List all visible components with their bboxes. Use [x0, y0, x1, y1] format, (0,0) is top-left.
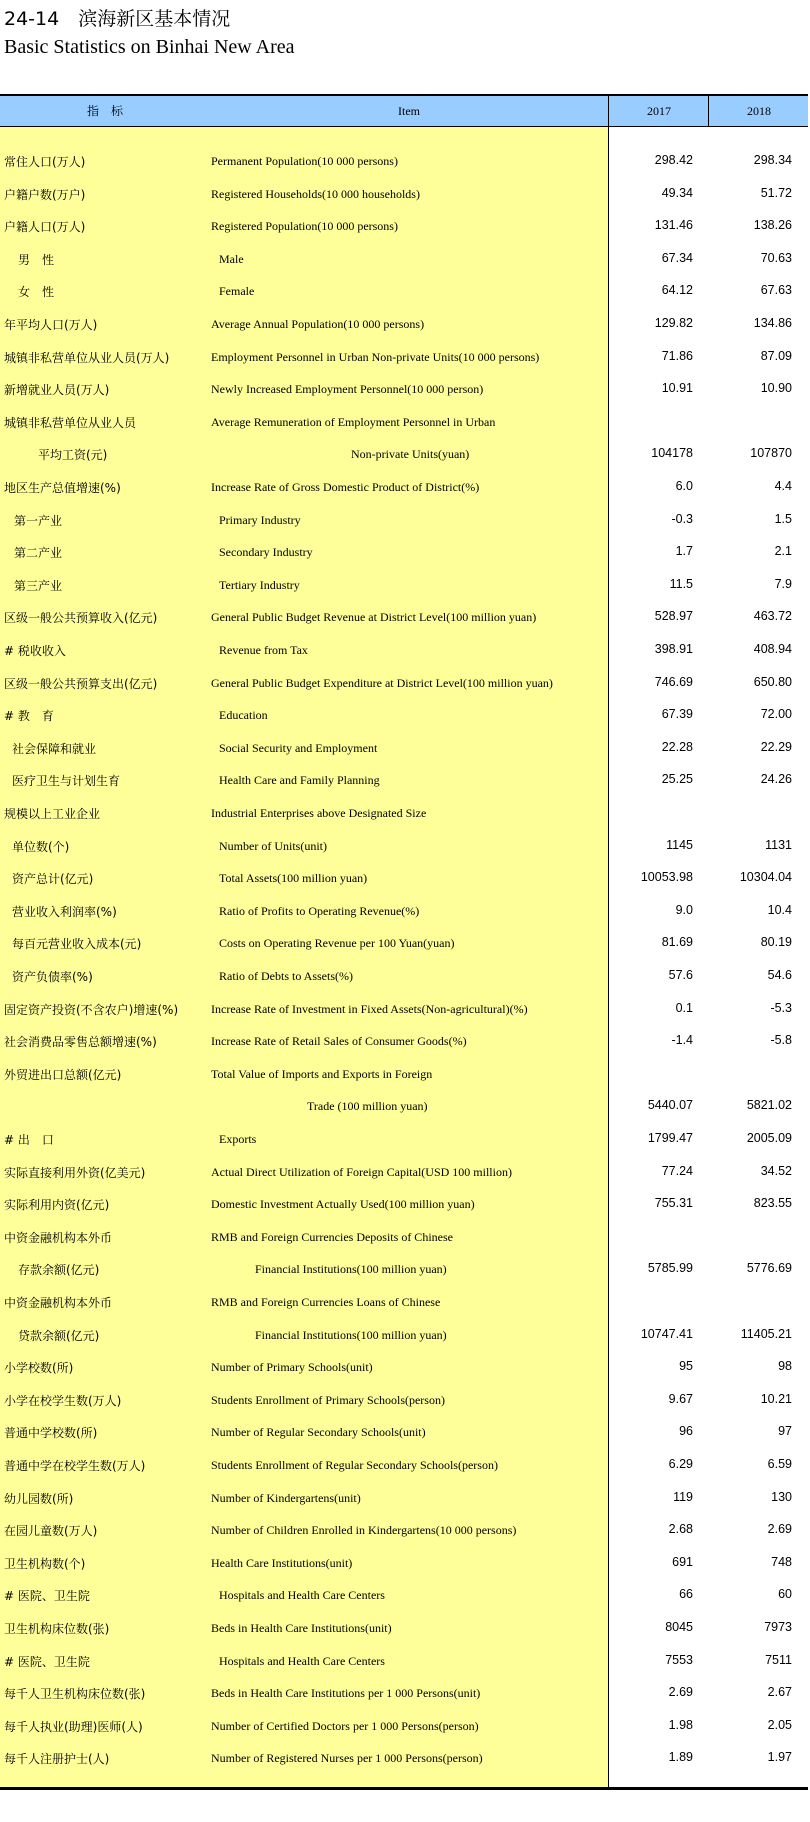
row-value-2018: 6.59	[767, 1457, 792, 1471]
table-row	[0, 699, 808, 731]
row-value-2017: 71.86	[661, 348, 693, 363]
row-item-en: Registered Population(10 000 persons)	[211, 219, 398, 234]
row-value-2017: 64.12	[661, 283, 693, 298]
row-value-2018: 51.72	[760, 185, 792, 200]
table-row	[0, 1482, 808, 1514]
row-indicator-zh: 小学在校学生数(万人)	[4, 1393, 122, 1408]
row-item-en: Number of Regular Secondary Schools(unit)	[211, 1425, 426, 1440]
row-value-2017: 6.0	[675, 479, 693, 493]
row-value-2017: 10053.98	[640, 870, 693, 885]
table-row	[0, 1514, 808, 1546]
row-indicator-zh: 医疗卫生与计划生育	[12, 774, 121, 789]
table-row	[0, 927, 808, 959]
row-item-en: Newly Increased Employment Personnel(10 000 person)	[211, 382, 484, 397]
table-row	[0, 1221, 808, 1253]
table-row	[0, 178, 808, 210]
row-indicator-zh: 普通中学在校学生数(万人)	[4, 1459, 146, 1473]
row-item-en: Registered Households(10 000 households)	[211, 186, 420, 201]
row-value-2018: 67.63	[760, 283, 792, 298]
row-value-2017: 25.25	[661, 772, 693, 787]
row-value-2018: -5.3	[770, 1000, 792, 1015]
table-row	[0, 667, 808, 699]
row-indicator-zh: 每千人注册护士(人)	[4, 1752, 110, 1767]
row-item-en: Students Enrollment of Primary Schools(person)	[211, 1392, 445, 1407]
table-row	[0, 1286, 808, 1318]
row-value-2017: 49.34	[661, 185, 693, 200]
table-row	[0, 341, 808, 373]
table-row	[0, 1351, 808, 1383]
row-value-2017: 9.67	[668, 1391, 693, 1406]
row-value-2018: 1.97	[767, 1750, 792, 1765]
table-row	[0, 1025, 808, 1057]
row-value-2017: 104178	[651, 446, 693, 461]
table-row	[0, 960, 808, 992]
row-indicator-zh: # 医院、卫生院	[4, 1589, 90, 1604]
row-item-en: Beds in Health Care Institutions per 1 000 Persons(unit)	[211, 1686, 481, 1701]
row-value-2017: 0.1	[675, 1000, 693, 1015]
page-title-english: Basic Statistics on Binhai New Area	[4, 36, 295, 58]
row-indicator-zh: 区级一般公共预算收入(亿元)	[4, 611, 158, 626]
row-item-en: Number of Registered Nurses per 1 000 Persons(person)	[211, 1751, 483, 1766]
row-indicator-zh: 贷款余额(亿元)	[18, 1328, 100, 1343]
row-indicator-zh: 每千人卫生机构床位数(张)	[4, 1687, 146, 1702]
row-value-2018: 97	[778, 1424, 792, 1439]
row-indicator-zh: 实际利用内资(亿元)	[4, 1198, 110, 1213]
row-value-2018: 107870	[750, 446, 792, 461]
row-value-2017: 119	[673, 1489, 693, 1504]
row-value-2018: 748	[771, 1554, 792, 1569]
row-indicator-zh: 卫生机构数(个)	[4, 1556, 86, 1571]
row-value-2018: 408.94	[753, 642, 792, 656]
row-item-en: Number of Primary Schools(unit)	[211, 1360, 373, 1375]
table-row	[0, 732, 808, 764]
row-indicator-zh: 卫生机构床位数(张)	[4, 1622, 110, 1636]
row-value-2017: 77.24	[661, 1163, 693, 1178]
row-indicator-zh: 年平均人口(万人)	[4, 318, 98, 332]
row-value-2018: 7511	[765, 1652, 792, 1667]
row-value-2017: 1.7	[675, 544, 693, 559]
row-value-2018: 10.4	[767, 902, 792, 917]
row-value-2017: 5785.99	[647, 1261, 693, 1276]
table-row	[0, 1188, 808, 1220]
row-value-2018: 2.67	[767, 1685, 792, 1700]
row-item-en: RMB and Foreign Currencies Deposits of Chinese	[211, 1229, 453, 1244]
row-item-en: Non-private Units(yuan)	[351, 447, 470, 462]
table-row	[0, 1677, 808, 1709]
table-row	[0, 830, 808, 862]
statistics-table	[0, 94, 808, 1791]
row-indicator-zh: 营业收入利润率(%)	[12, 904, 117, 919]
row-value-2018: 98	[778, 1359, 792, 1374]
row-indicator-zh: 社会消费品零售总额增速(%)	[4, 1035, 157, 1050]
row-indicator-zh: 平均工资(元)	[38, 448, 108, 463]
table-row	[0, 536, 808, 568]
table-row	[0, 1547, 808, 1579]
row-indicator-zh: 第一产业	[14, 513, 63, 528]
row-value-2018: 60	[778, 1587, 792, 1602]
table-row	[0, 1253, 808, 1285]
row-value-2018: 7973	[764, 1620, 792, 1634]
table-row	[0, 1058, 808, 1090]
row-item-en: Health Care and Family Planning	[219, 773, 380, 788]
row-item-en: General Public Budget Revenue at District Level(100 million yuan)	[211, 610, 537, 625]
row-item-en: Number of Certified Doctors per 1 000 Persons(person)	[211, 1718, 479, 1733]
row-value-2018: 2005.09	[746, 1131, 792, 1145]
row-indicator-zh: 中资金融机构本外币	[4, 1296, 113, 1310]
table-row	[0, 797, 808, 829]
row-item-en: Exports	[219, 1132, 257, 1146]
table-row	[0, 1156, 808, 1188]
row-item-en: Female	[219, 284, 255, 299]
table-row	[0, 210, 808, 242]
row-value-2018: 2.05	[767, 1717, 792, 1732]
row-value-2018: 80.19	[760, 935, 792, 950]
header-item: Item	[398, 104, 420, 118]
table-row	[0, 634, 808, 666]
row-item-en: General Public Budget Expenditure at District Level(100 million yuan)	[211, 675, 553, 690]
row-item-en: Hospitals and Health Care Centers	[219, 1588, 385, 1603]
row-value-2017: 66	[679, 1587, 693, 1602]
row-value-2017: 8045	[665, 1620, 693, 1634]
row-value-2018: 10304.04	[739, 870, 792, 885]
page-title-chinese: 24-14 滨海新区基本情况	[4, 8, 231, 30]
row-indicator-zh: 新增就业人员(万人)	[4, 383, 110, 398]
row-indicator-zh: 城镇非私营单位从业人员	[4, 415, 137, 430]
row-value-2018: 11405.21	[740, 1326, 792, 1341]
row-item-en: Average Remuneration of Employment Personnel in Urban	[211, 414, 496, 429]
row-indicator-zh: 城镇非私营单位从业人员(万人)	[4, 350, 170, 365]
row-indicator-zh: 资产负债率(%)	[12, 970, 93, 984]
row-value-2018: -5.8	[770, 1033, 792, 1048]
row-value-2018: 54.6	[767, 968, 792, 982]
row-indicator-zh: 地区生产总值增速(%)	[4, 481, 121, 495]
row-value-2017: 398.91	[654, 642, 693, 656]
row-value-2017: 2.68	[668, 1522, 693, 1537]
row-indicator-zh: 固定资产投资(不含农户)增速(%)	[4, 1002, 179, 1017]
row-value-2018: 298.34	[753, 153, 792, 167]
row-value-2018: 7.9	[774, 576, 792, 591]
header-year-2017: 2017	[608, 96, 709, 126]
row-item-en: Ratio of Debts to Assets(%)	[219, 969, 353, 983]
row-value-2017: 1.98	[668, 1717, 693, 1732]
row-indicator-zh: # 医院、卫生院	[4, 1654, 90, 1669]
table-row	[0, 764, 808, 796]
table-row	[0, 1090, 808, 1122]
header-year-2018: 2018	[708, 96, 809, 126]
row-indicator-zh: 在园儿童数(万人)	[4, 1524, 98, 1539]
row-value-2017: 95	[679, 1359, 693, 1374]
row-value-2017: 10.91	[661, 381, 693, 396]
row-item-en: Number of Units(unit)	[219, 838, 327, 853]
table-row	[0, 895, 808, 927]
table-row	[0, 471, 808, 503]
row-value-2018: 1.5	[774, 511, 792, 526]
row-value-2018: 2.69	[767, 1522, 792, 1537]
row-value-2017: 746.69	[654, 674, 693, 689]
table-row	[0, 406, 808, 438]
row-item-en: Tertiary Industry	[219, 577, 300, 592]
row-item-en: Industrial Enterprises above Designated Size	[211, 806, 427, 820]
row-value-2017: 5440.07	[647, 1098, 693, 1113]
row-value-2017: 22.28	[661, 739, 693, 754]
row-indicator-zh: 男 性	[18, 252, 55, 267]
row-value-2017: 129.82	[654, 316, 693, 330]
row-indicator-zh: # 出 口	[4, 1133, 54, 1147]
row-value-2018: 134.86	[753, 316, 792, 330]
row-value-2018: 22.29	[760, 739, 792, 754]
row-indicator-zh: 户籍户数(万户)	[4, 187, 86, 202]
row-indicator-zh: 每百元营业收入成本(元)	[12, 937, 142, 952]
table-row	[0, 601, 808, 633]
table-row	[0, 569, 808, 601]
row-item-en: Financial Institutions(100 million yuan)	[255, 1327, 447, 1342]
row-value-2018: 650.80	[753, 674, 792, 689]
row-indicator-zh: 存款余额(亿元)	[18, 1263, 100, 1278]
row-value-2018: 5776.69	[746, 1261, 792, 1276]
row-item-en: Social Security and Employment	[219, 740, 378, 755]
row-value-2017: 7553	[665, 1652, 693, 1667]
row-item-en: Primary Industry	[219, 512, 301, 527]
table-row	[0, 308, 808, 340]
row-value-2017: 81.69	[661, 935, 693, 950]
row-item-en: Actual Direct Utilization of Foreign Capital(USD 100 million)	[211, 1164, 512, 1179]
row-value-2017: 131.46	[654, 218, 693, 233]
row-indicator-zh: 实际直接利用外资(亿美元)	[4, 1165, 146, 1180]
row-value-2017: 691	[672, 1554, 693, 1569]
row-value-2017: -1.4	[671, 1033, 693, 1048]
row-indicator-zh: 区级一般公共预算支出(亿元)	[4, 676, 158, 691]
row-item-en: Education	[219, 708, 268, 723]
row-value-2017: 9.0	[675, 902, 693, 917]
table-row	[0, 993, 808, 1025]
row-item-en: Domestic Investment Actually Used(100 million yuan)	[211, 1197, 475, 1212]
table-bottom-rule	[0, 1787, 808, 1790]
row-value-2018: 70.63	[760, 250, 792, 265]
row-item-en: Number of Kindergartens(unit)	[211, 1490, 361, 1505]
row-value-2017: 67.34	[661, 250, 693, 265]
row-item-en: Increase Rate of Retail Sales of Consumer Goods(%)	[211, 1034, 467, 1049]
row-value-2018: 34.52	[760, 1163, 792, 1178]
row-value-2017: 10747.41	[640, 1326, 693, 1341]
table-row	[0, 1710, 808, 1742]
row-value-2017: 1145	[666, 837, 693, 852]
row-indicator-zh: 资产总计(亿元)	[12, 872, 94, 887]
table-row	[0, 373, 808, 405]
row-value-2017: 6.29	[668, 1457, 693, 1471]
table-row	[0, 1449, 808, 1481]
row-item-en: RMB and Foreign Currencies Loans of Chinese	[211, 1295, 441, 1309]
row-indicator-zh: 每千人执业(助理)医师(人)	[4, 1719, 143, 1734]
row-value-2017: 96	[679, 1424, 693, 1439]
row-item-en: Average Annual Population(10 000 persons)	[211, 317, 425, 331]
row-item-en: Revenue from Tax	[219, 643, 308, 657]
row-value-2018: 10.21	[760, 1391, 792, 1406]
table-row	[0, 504, 808, 536]
row-value-2018: 72.00	[760, 707, 792, 722]
table-header	[0, 96, 808, 127]
table-row	[0, 1123, 808, 1155]
row-value-2018: 138.26	[753, 218, 792, 233]
row-indicator-zh: 常住人口(万人)	[4, 155, 86, 169]
row-value-2018: 823.55	[753, 1196, 792, 1211]
row-indicator-zh: 中资金融机构本外币	[4, 1230, 113, 1245]
row-value-2017: 67.39	[661, 707, 693, 722]
row-indicator-zh: 外贸进出口总额(亿元)	[4, 1067, 122, 1082]
row-indicator-zh: 第三产业	[14, 578, 63, 593]
row-indicator-zh: 社会保障和就业	[12, 741, 97, 756]
row-indicator-zh: 小学校数(所)	[4, 1361, 74, 1376]
table-row	[0, 145, 808, 177]
table-row	[0, 862, 808, 894]
row-indicator-zh: 户籍人口(万人)	[4, 220, 86, 235]
table-row	[0, 1319, 808, 1351]
row-item-en: Hospitals and Health Care Centers	[219, 1653, 385, 1668]
row-indicator-zh: 普通中学校数(所)	[4, 1426, 98, 1441]
row-item-en: Ratio of Profits to Operating Revenue(%)	[219, 903, 420, 918]
row-item-en: Increase Rate of Investment in Fixed Assets(Non-agricultural)(%)	[211, 1001, 528, 1016]
row-item-en: Male	[219, 251, 244, 266]
row-value-2017: 57.6	[668, 968, 693, 982]
row-value-2017: 1.89	[668, 1750, 693, 1765]
table-row	[0, 438, 808, 470]
row-value-2018: 130	[771, 1489, 792, 1504]
row-item-en: Trade (100 million yuan)	[307, 1099, 428, 1114]
row-item-en: Students Enrollment of Regular Secondary Schools(person)	[211, 1458, 498, 1472]
table-row	[0, 275, 808, 307]
row-value-2018: 24.26	[760, 772, 792, 787]
row-item-en: Secondary Industry	[219, 545, 313, 560]
row-indicator-zh: 幼儿园数(所)	[4, 1491, 74, 1506]
row-value-2018: 1131	[765, 837, 792, 852]
table-row	[0, 1579, 808, 1611]
row-value-2018: 4.4	[774, 479, 792, 493]
row-indicator-zh: # 税收收入	[4, 644, 66, 658]
row-indicator-zh: 女 性	[18, 285, 55, 300]
row-value-2018: 2.1	[774, 544, 792, 559]
row-item-en: Total Assets(100 million yuan)	[219, 871, 368, 886]
row-value-2018: 87.09	[760, 348, 792, 363]
table-row	[0, 1612, 808, 1644]
row-value-2017: 298.42	[654, 153, 693, 167]
row-item-en: Total Value of Imports and Exports in Foreign	[211, 1066, 433, 1081]
row-indicator-zh: 规模以上工业企业	[4, 807, 101, 821]
row-item-en: Permanent Population(10 000 persons)	[211, 154, 398, 168]
row-item-en: Employment Personnel in Urban Non-private Units(10 000 persons)	[211, 349, 540, 364]
row-item-en: Financial Institutions(100 million yuan)	[255, 1262, 447, 1277]
table-row	[0, 1645, 808, 1677]
row-value-2017: -0.3	[671, 511, 693, 526]
row-item-en: Costs on Operating Revenue per 100 Yuan(yuan)	[219, 936, 455, 951]
row-value-2017: 11.5	[669, 576, 693, 591]
row-value-2018: 463.72	[753, 609, 792, 624]
row-indicator-zh: 第二产业	[14, 546, 63, 561]
row-value-2018: 10.90	[760, 381, 792, 396]
row-value-2017: 755.31	[654, 1196, 693, 1211]
table-row	[0, 1742, 808, 1774]
row-item-en: Health Care Institutions(unit)	[211, 1555, 353, 1570]
row-item-en: Beds in Health Care Institutions(unit)	[211, 1621, 392, 1635]
row-value-2018: 5821.02	[746, 1098, 792, 1113]
row-value-2017: 528.97	[654, 609, 693, 624]
row-item-en: Number of Children Enrolled in Kindergartens(10 000 persons)	[211, 1523, 517, 1538]
table-row	[0, 1416, 808, 1448]
row-indicator-zh: 单位数(个)	[12, 839, 70, 854]
row-indicator-zh: # 教 育	[4, 709, 54, 724]
table-row	[0, 243, 808, 275]
header-indicator: 指 标	[86, 104, 123, 118]
row-value-2017: 2.69	[668, 1685, 693, 1700]
row-value-2017: 1799.47	[647, 1131, 693, 1145]
table-row	[0, 1384, 808, 1416]
row-item-en: Increase Rate of Gross Domestic Product of District(%)	[211, 480, 480, 494]
